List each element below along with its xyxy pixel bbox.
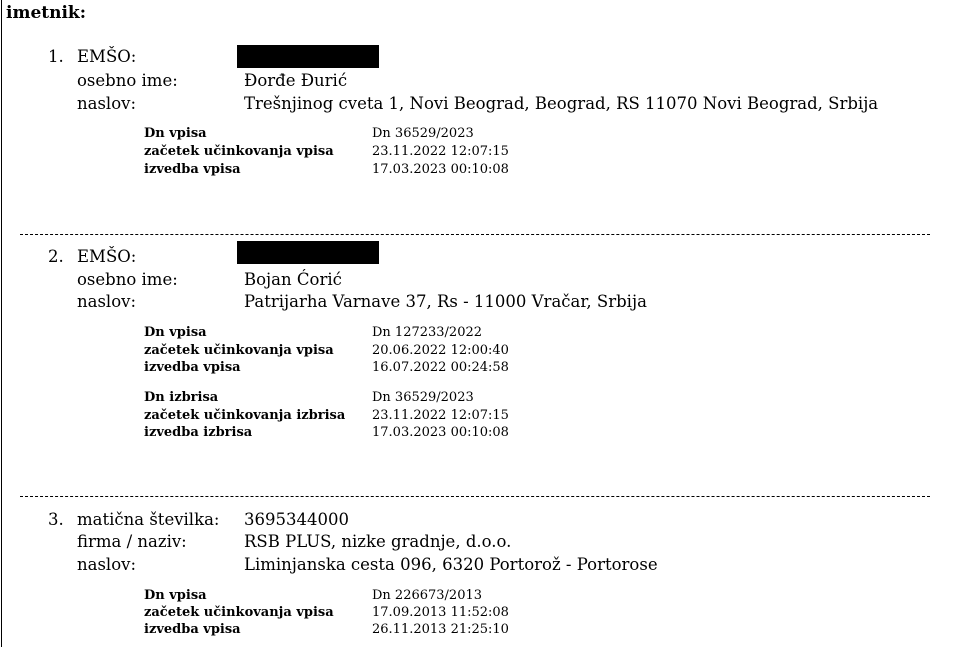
record-key: Dn vpisa bbox=[144, 325, 207, 340]
record-key: Dn izbrisa bbox=[144, 390, 219, 405]
record-key: izvedba vpisa bbox=[144, 622, 241, 637]
redaction-box bbox=[237, 241, 379, 264]
address-label: naslov: bbox=[77, 292, 137, 311]
record-value: 17.09.2013 11:52:08 bbox=[372, 605, 509, 620]
record-value: Dn 127233/2022 bbox=[372, 325, 483, 340]
record-value: Dn 36529/2023 bbox=[372, 126, 474, 141]
record-value: 20.06.2022 12:00:40 bbox=[372, 343, 509, 358]
name-value: Bojan Ćorić bbox=[244, 270, 342, 289]
separator-dashed bbox=[20, 496, 930, 497]
record-value: 17.03.2023 00:10:08 bbox=[372, 425, 509, 440]
record-key: izvedba vpisa bbox=[144, 162, 241, 177]
separator-dashed bbox=[20, 234, 930, 235]
record-value: Dn 36529/2023 bbox=[372, 390, 474, 405]
record-value: 23.11.2022 12:07:15 bbox=[372, 144, 509, 159]
record-value: 26.11.2013 21:25:10 bbox=[372, 622, 509, 637]
entry-number: 3. bbox=[48, 510, 64, 529]
id-label: EMŠO: bbox=[77, 247, 137, 266]
left-margin-rule bbox=[1, 0, 2, 647]
address-label: naslov: bbox=[77, 555, 137, 574]
name-label: firma / naziv: bbox=[77, 532, 187, 551]
record-key: začetek učinkovanja izbrisa bbox=[144, 408, 346, 423]
redaction-box bbox=[237, 45, 379, 68]
record-key: začetek učinkovanja vpisa bbox=[144, 343, 334, 358]
record-value: Dn 226673/2013 bbox=[372, 588, 483, 603]
entry-number: 1. bbox=[48, 47, 64, 66]
address-value: Patrijarha Varnave 37, Rs - 11000 Vračar, Srbija bbox=[244, 292, 647, 311]
address-value: Trešnjinog cveta 1, Novi Beograd, Beograd, RS 11070 Novi Beograd, Srbija bbox=[244, 94, 879, 113]
name-value: RSB PLUS, nizke gradnje, d.o.o. bbox=[244, 532, 512, 551]
record-key: izvedba vpisa bbox=[144, 360, 241, 375]
address-value: Liminjanska cesta 096, 6320 Portorož - Portorose bbox=[244, 555, 658, 574]
name-value: Đorđe Đurić bbox=[244, 71, 348, 90]
id-label: matična številka: bbox=[77, 510, 220, 529]
record-key: Dn vpisa bbox=[144, 588, 207, 603]
name-label: osebno ime: bbox=[77, 270, 178, 289]
record-value: 16.07.2022 00:24:58 bbox=[372, 360, 509, 375]
record-value: 17.03.2023 00:10:08 bbox=[372, 162, 509, 177]
record-key: Dn vpisa bbox=[144, 126, 207, 141]
record-key: začetek učinkovanja vpisa bbox=[144, 144, 334, 159]
record-key: začetek učinkovanja vpisa bbox=[144, 605, 334, 620]
entry-number: 2. bbox=[48, 247, 64, 266]
section-heading: imetnik: bbox=[6, 3, 86, 23]
id-value: 3695344000 bbox=[244, 510, 349, 529]
name-label: osebno ime: bbox=[77, 71, 178, 90]
id-label: EMŠO: bbox=[77, 47, 137, 66]
record-key: izvedba izbrisa bbox=[144, 425, 253, 440]
record-value: 23.11.2022 12:07:15 bbox=[372, 408, 509, 423]
address-label: naslov: bbox=[77, 94, 137, 113]
